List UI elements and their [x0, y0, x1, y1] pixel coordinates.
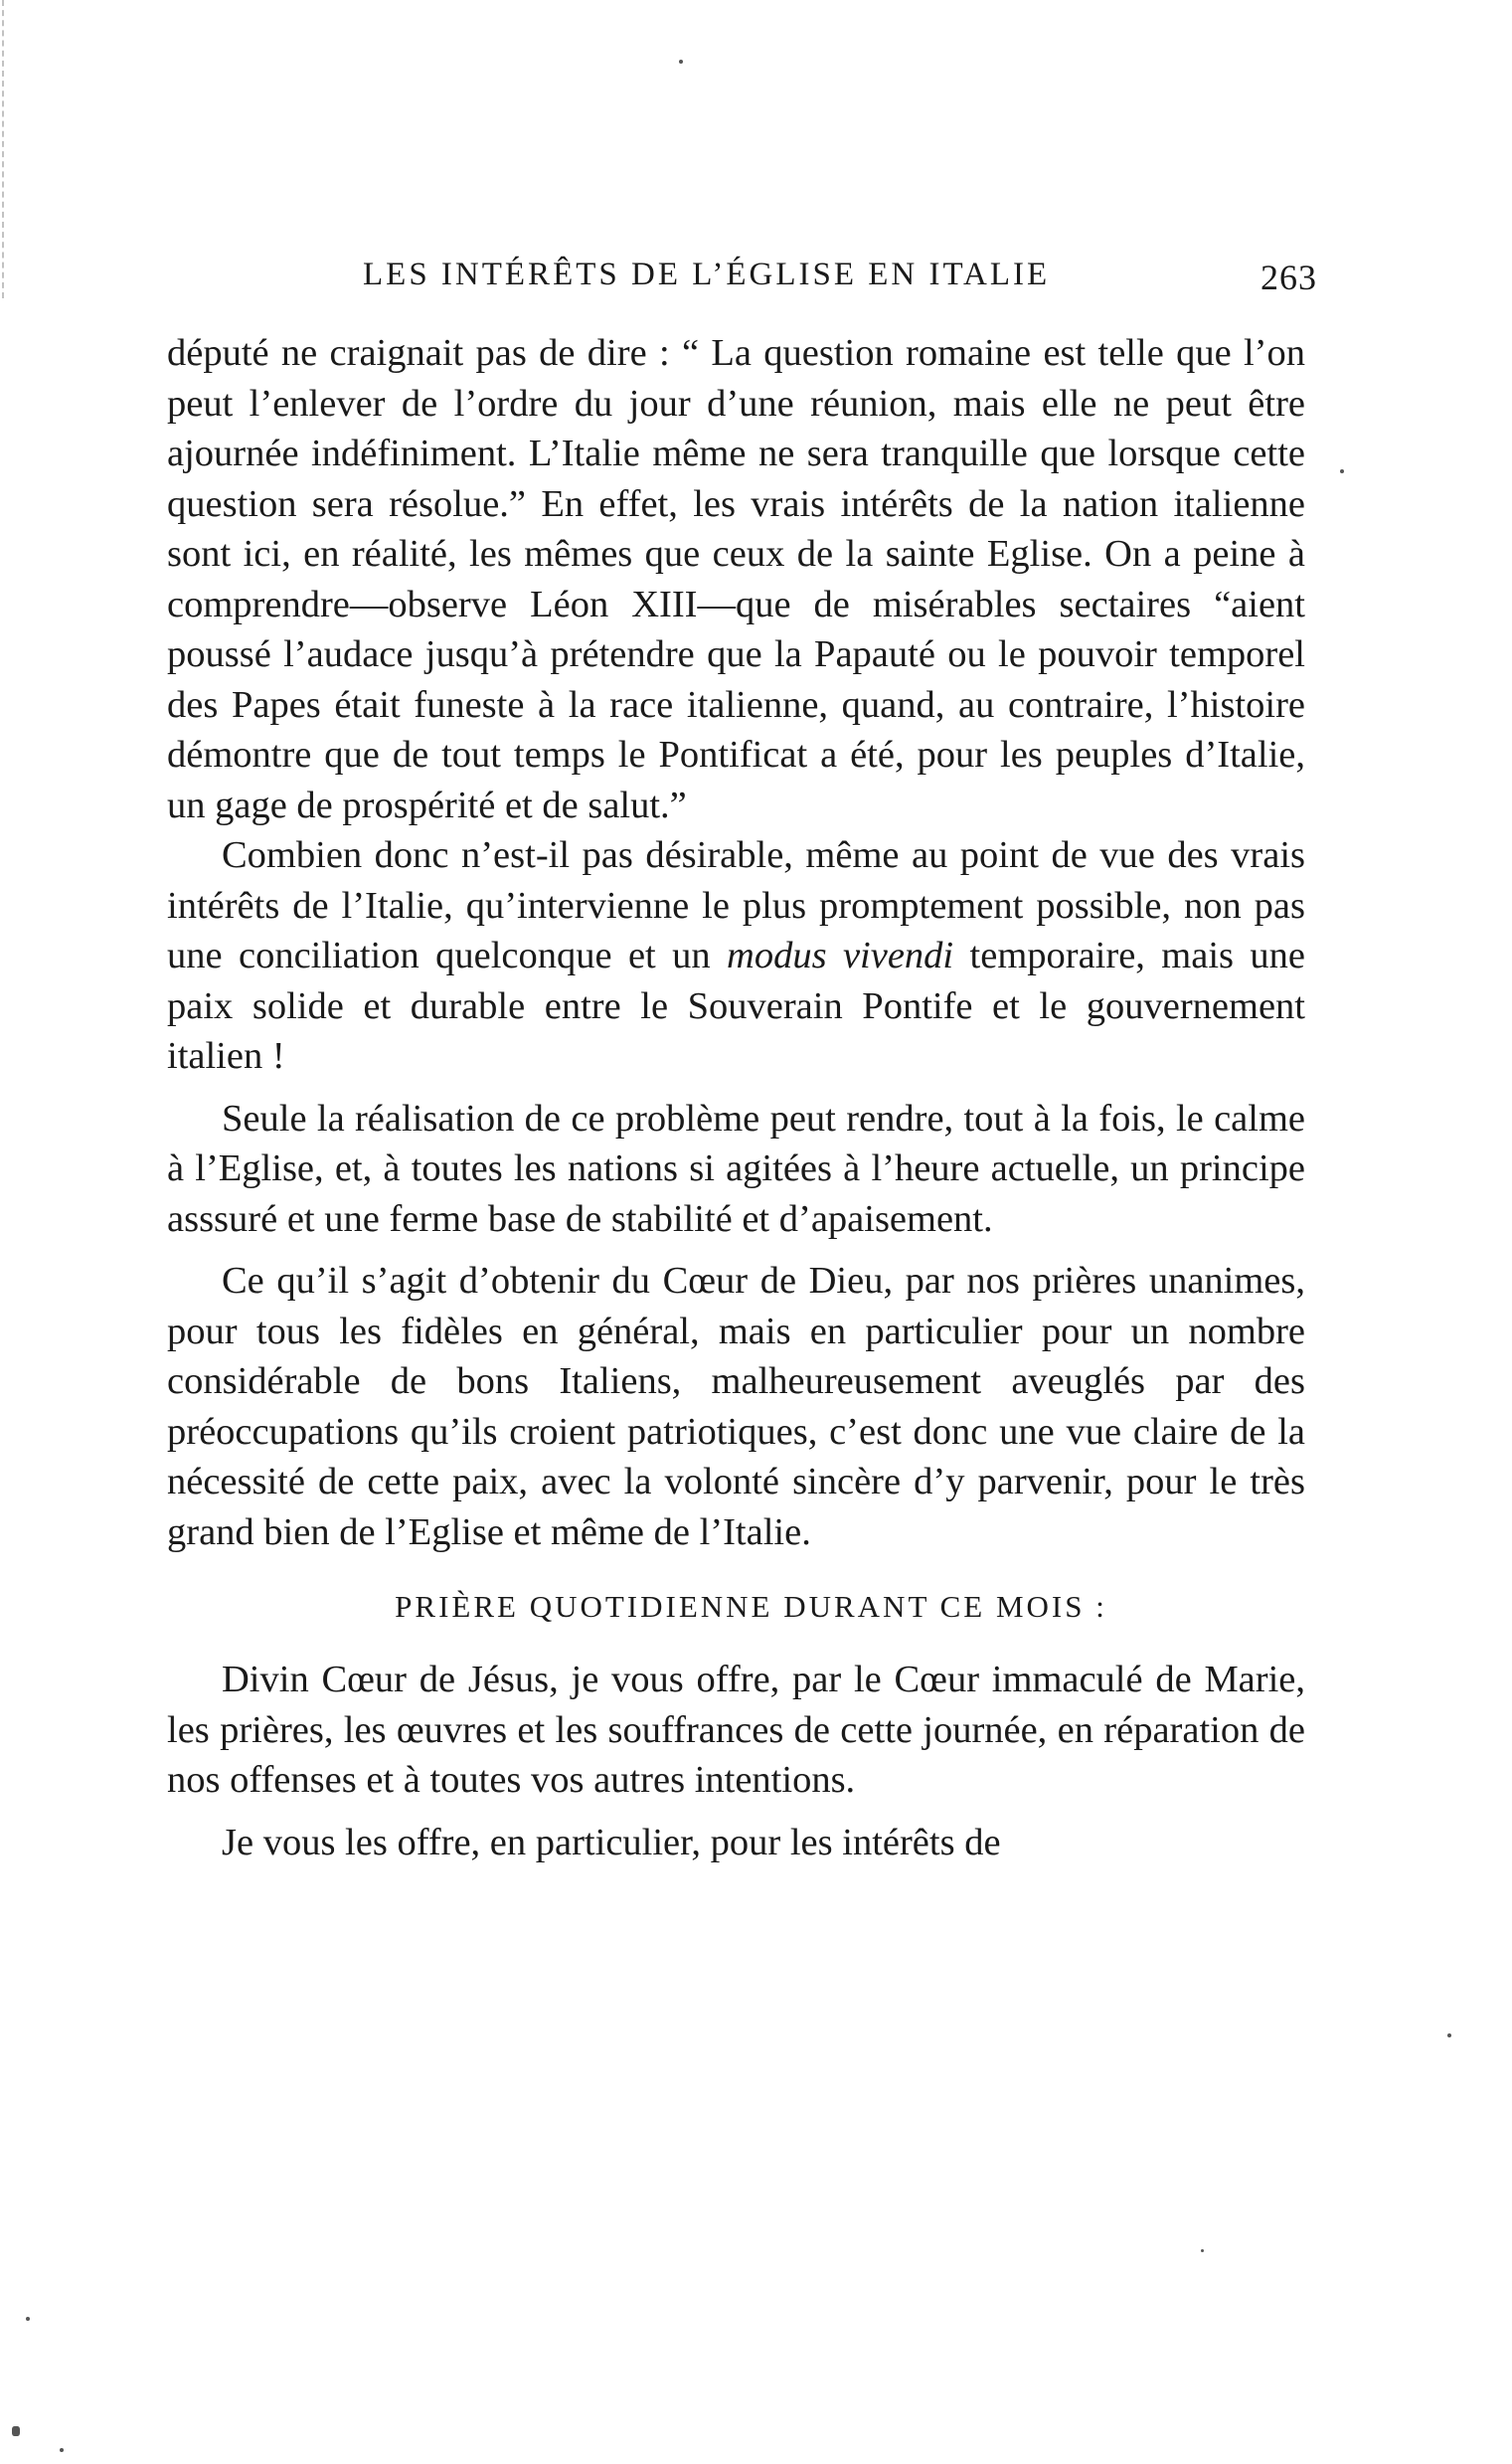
body-text [167, 328, 1305, 1867]
latin-phrase: modus vivendi [727, 935, 954, 976]
paper-speck [679, 60, 683, 64]
prayer-paragraph: Divin Cœur de Jésus, je vous offre, par le Cœur immaculé de Marie, les prières, les œuvres et les souffrances de cette journée, en réparation de nos offenses et à toutes vos autres intentions. [167, 1659, 1305, 1801]
paragraph-1: député ne craignait pas de dire : “ La question romaine est telle que l’on peut l’enlever de l’ordre du jour d’une réunion, mais elle ne peut être ajournée indéfiniment. L’Italie même ne sera tranquille que lorsque cette question sera résolue.” En effet, les vrais intérêts de la nation italienne sont ici, en réalité, les mêmes que ceux de la sainte Eglise. On a peine à comprendre—observe Léon XIII—que de misérables sectaires “aient poussé l’audace jusqu’à prétendre que la Papauté ou le pouvoir temporel des Papes était funeste à la race italienne, quand, au contraire, l’histoire démontre que de tout temps le Pontificat a été, pour les peuples d’Italie, un gage de prospérité et de salut.” [167, 332, 1305, 826]
paper-speck [1201, 2249, 1204, 2252]
paper-speck [12, 2426, 20, 2436]
page-binding-edge [2, 0, 10, 298]
paragraph-last: Je vous les offre, en particulier, pour les intérêts de [222, 1821, 1001, 1863]
page-header [363, 257, 1317, 306]
paper-speck [1447, 2033, 1451, 2037]
section-heading: PRIÈRE QUOTIDIENNE DURANT CE MOIS : [395, 1589, 1107, 1624]
paragraph-2 [167, 830, 1305, 1082]
paragraph-4: Ce qu’il s’agit d’obtenir du Cœur de Dieu, par nos prières unanimes, pour tous les fidèles en général, mais en particulier pour un nombre considérable de bons Italiens, malheureusement aveuglés par des préoccupations qu’ils croient patriotiques, c’est donc une vue claire de la nécessité de cette paix, avec la volonté sincère d’y parvenir, pour le très grand bien de l’Eglise et même de l’Italie. [167, 1260, 1305, 1553]
paper-speck [26, 2317, 30, 2321]
paragraph-3: Seule la réalisation de ce problème peut rendre, tout à la fois, le calme à l’Eglise, et, à toutes les nations si agitées à l’heure actuelle, un principe asssuré et une ferme base de stabilité et d’apaisement. [167, 1097, 1305, 1240]
paper-speck [1340, 469, 1344, 473]
paragraph-2-text-a: Combien donc n’est-il pas désirable, même au point de vue des vrais intérêts de l’Italie, qu’intervienne le plus promptement possible, non pas une conciliation quelconque et un [167, 834, 1305, 976]
page-number: 263 [1260, 258, 1317, 297]
paragraph-2-text-b: temporaire, mais une paix solide et durable entre le Souverain Pontife et le gouvernement italien ! [167, 935, 1305, 1077]
paper-speck [60, 2448, 64, 2452]
running-head: LES INTÉRÊTS DE L’ÉGLISE EN ITALIE [363, 257, 1051, 292]
